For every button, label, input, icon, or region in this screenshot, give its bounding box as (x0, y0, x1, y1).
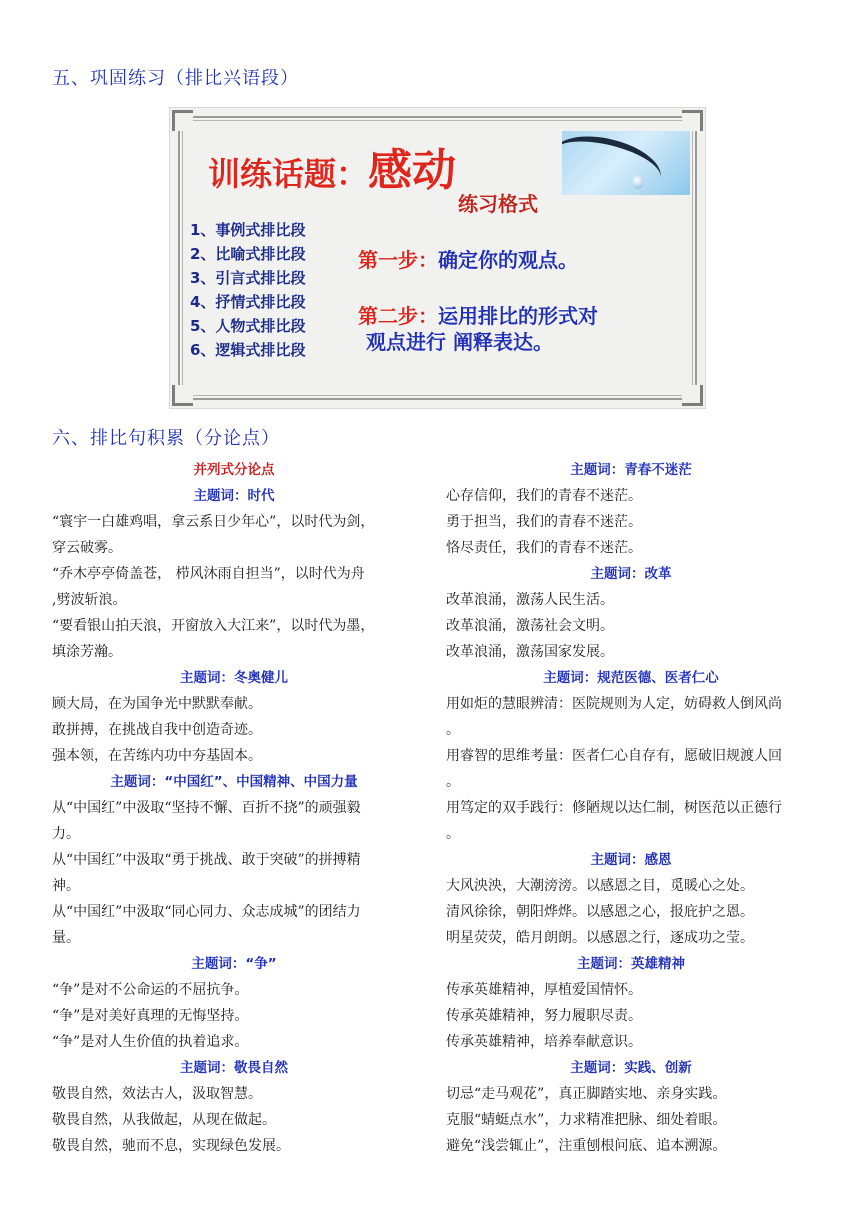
theme-line: 强本领，在苦练内功中夯基固本。 (52, 748, 262, 764)
left-column-heading: 并列式分论点 (193, 462, 275, 478)
theme-line: 从“中国红”中汲取“坚持不懈、百折不挠”的顽强毅 (52, 800, 361, 816)
theme-line: 量。 (52, 930, 80, 946)
method-item: 6、逻辑式排比段 (190, 341, 306, 359)
corner-ornament (682, 385, 703, 406)
step-one-text: 确定你的观点。 (438, 248, 578, 272)
slide-step-two (358, 300, 598, 329)
theme-line: 敬畏自然，效法古人，汲取智慧。 (52, 1086, 262, 1102)
teardrop-shape (632, 175, 644, 189)
method-item: 2、比喻式排比段 (190, 245, 306, 263)
slide-title-topic: 感动 (368, 145, 457, 196)
theme-line: ,劈波斩浪。 (52, 592, 127, 608)
method-item: 5、人物式排比段 (190, 317, 306, 335)
slide-step-one (358, 244, 578, 273)
theme-heading: 主题词：实践、创新 (570, 1060, 692, 1076)
theme-line: 神。 (52, 878, 80, 894)
theme-line: “要看银山拍天浪，开窗放入大江来”，以时代为墨， (52, 618, 375, 634)
corner-ornament (172, 110, 193, 131)
theme-heading: 主题词：“争” (191, 956, 277, 972)
section-five-title: 五、巩固练习（排比兴语段） (52, 68, 299, 89)
theme-line: “争”是对不公命运的不屈抗争。 (52, 982, 249, 998)
theme-line: 力。 (52, 826, 80, 842)
eyelash-shape (562, 131, 667, 195)
training-slide-image (170, 108, 705, 408)
slide-format-label: 练习格式 (458, 192, 538, 216)
theme-line: 用如炬的慧眼辨清：医院规则为人定，妨碍救人倒风尚 (446, 696, 782, 712)
theme-line: 用笃定的双手践行：修陋规以达仁制，树医范以正德行 (446, 800, 782, 816)
slide-title-prefix: 训练话题： (208, 155, 369, 193)
slide-method-list (190, 218, 305, 362)
theme-heading: 主题词：时代 (193, 488, 275, 504)
slide-title (208, 134, 456, 198)
theme-line: 敬畏自然，驰而不息，实现绿色发展。 (52, 1138, 290, 1154)
theme-line: 顾大局，在为国争光中默默奉献。 (52, 696, 262, 712)
corner-ornament (682, 110, 703, 131)
theme-line: “乔木亭亭倚盖苍， 栉风沐雨自担当”，以时代为舟 (52, 566, 365, 582)
slide-step-two-cont: 观点进行 阐释表达。 (366, 330, 553, 354)
step-two-text-line1: 运用排比的形式对 (438, 304, 598, 328)
method-item: 1、事例式排比段 (190, 221, 306, 239)
theme-line: 改革浪涌，激荡国家发展。 (446, 644, 614, 660)
theme-heading: 主题词：感恩 (590, 852, 672, 868)
theme-heading: 主题词：英雄精神 (577, 956, 685, 972)
theme-heading: 主题词：改革 (590, 566, 672, 582)
theme-line: 穿云破雾。 (52, 540, 122, 556)
theme-line: 清风徐徐，朝阳烨烨。以感恩之心，报庇护之恩。 (446, 904, 754, 920)
right-column (446, 457, 816, 1159)
theme-line: 传承英雄精神，培养奉献意识。 (446, 1034, 642, 1050)
theme-line: 传承英雄精神，厚植爱国情怀。 (446, 982, 642, 998)
left-column (52, 457, 416, 1159)
theme-line: 敬畏自然，从我做起，从现在做起。 (52, 1112, 276, 1128)
theme-line: 改革浪涌，激荡人民生活。 (446, 592, 614, 608)
theme-line: “争”是对美好真理的无悔坚持。 (52, 1008, 249, 1024)
method-item: 3、引言式排比段 (190, 269, 306, 287)
theme-line: “争”是对人生价值的执着追求。 (52, 1034, 249, 1050)
theme-line: 敢拼搏，在挑战自我中创造奇迹。 (52, 722, 262, 738)
theme-line: 大风泱泱，大潮滂滂。以感恩之目，觅暖心之处。 (446, 878, 754, 894)
theme-line: 传承英雄精神，努力履职尽责。 (446, 1008, 642, 1024)
theme-line: 心存信仰，我们的青春不迷茫。 (446, 488, 642, 504)
theme-line: 避免“浅尝辄止”，注重刨根问底、追本溯源。 (446, 1138, 727, 1154)
theme-heading: 主题词：敬畏自然 (180, 1060, 288, 1076)
step-one-label: 第一步： (358, 248, 438, 272)
theme-line: 恪尽责任，我们的青春不迷茫。 (446, 540, 642, 556)
corner-ornament (172, 385, 193, 406)
theme-heading: 主题词：冬奥健儿 (180, 670, 288, 686)
teardrop-eye-photo (562, 131, 690, 195)
step-two-label: 第二步： (358, 304, 438, 328)
section-six-title: 六、排比句积累（分论点） (52, 428, 280, 449)
theme-line: “寰宇一白雄鸡唱，拿云系日少年心”，以时代为剑， (52, 514, 375, 530)
theme-line: 明星荧荧，皓月朗朗。以感恩之行，逐成功之莹。 (446, 930, 754, 946)
theme-line: 填涂芳瀚。 (52, 644, 122, 660)
theme-line: 改革浪涌，激荡社会文明。 (446, 618, 614, 634)
theme-line: 从“中国红”中汲取“勇于挑战、敢于突破”的拼搏精 (52, 852, 361, 868)
theme-line: 。 (446, 774, 460, 790)
theme-line: 。 (446, 826, 460, 842)
method-item: 4、抒情式排比段 (190, 293, 306, 311)
theme-line: 。 (446, 722, 460, 738)
theme-heading: 主题词：“中国红”、中国精神、中国力量 (110, 774, 358, 790)
theme-line: 克服“蜻蜓点水”，力求精准把脉、细处着眼。 (446, 1112, 727, 1128)
theme-line: 切忌“走马观花”，真正脚踏实地、亲身实践。 (446, 1086, 727, 1102)
theme-line: 勇于担当，我们的青春不迷茫。 (446, 514, 642, 530)
theme-line: 用睿智的思维考量：医者仁心自存有，愿破旧规渡人回 (446, 748, 782, 764)
theme-heading: 主题词：青春不迷茫 (570, 462, 692, 478)
theme-line: 从“中国红”中汲取“同心同力、众志成城”的团结力 (52, 904, 361, 920)
theme-heading: 主题词：规范医德、医者仁心 (543, 670, 719, 686)
